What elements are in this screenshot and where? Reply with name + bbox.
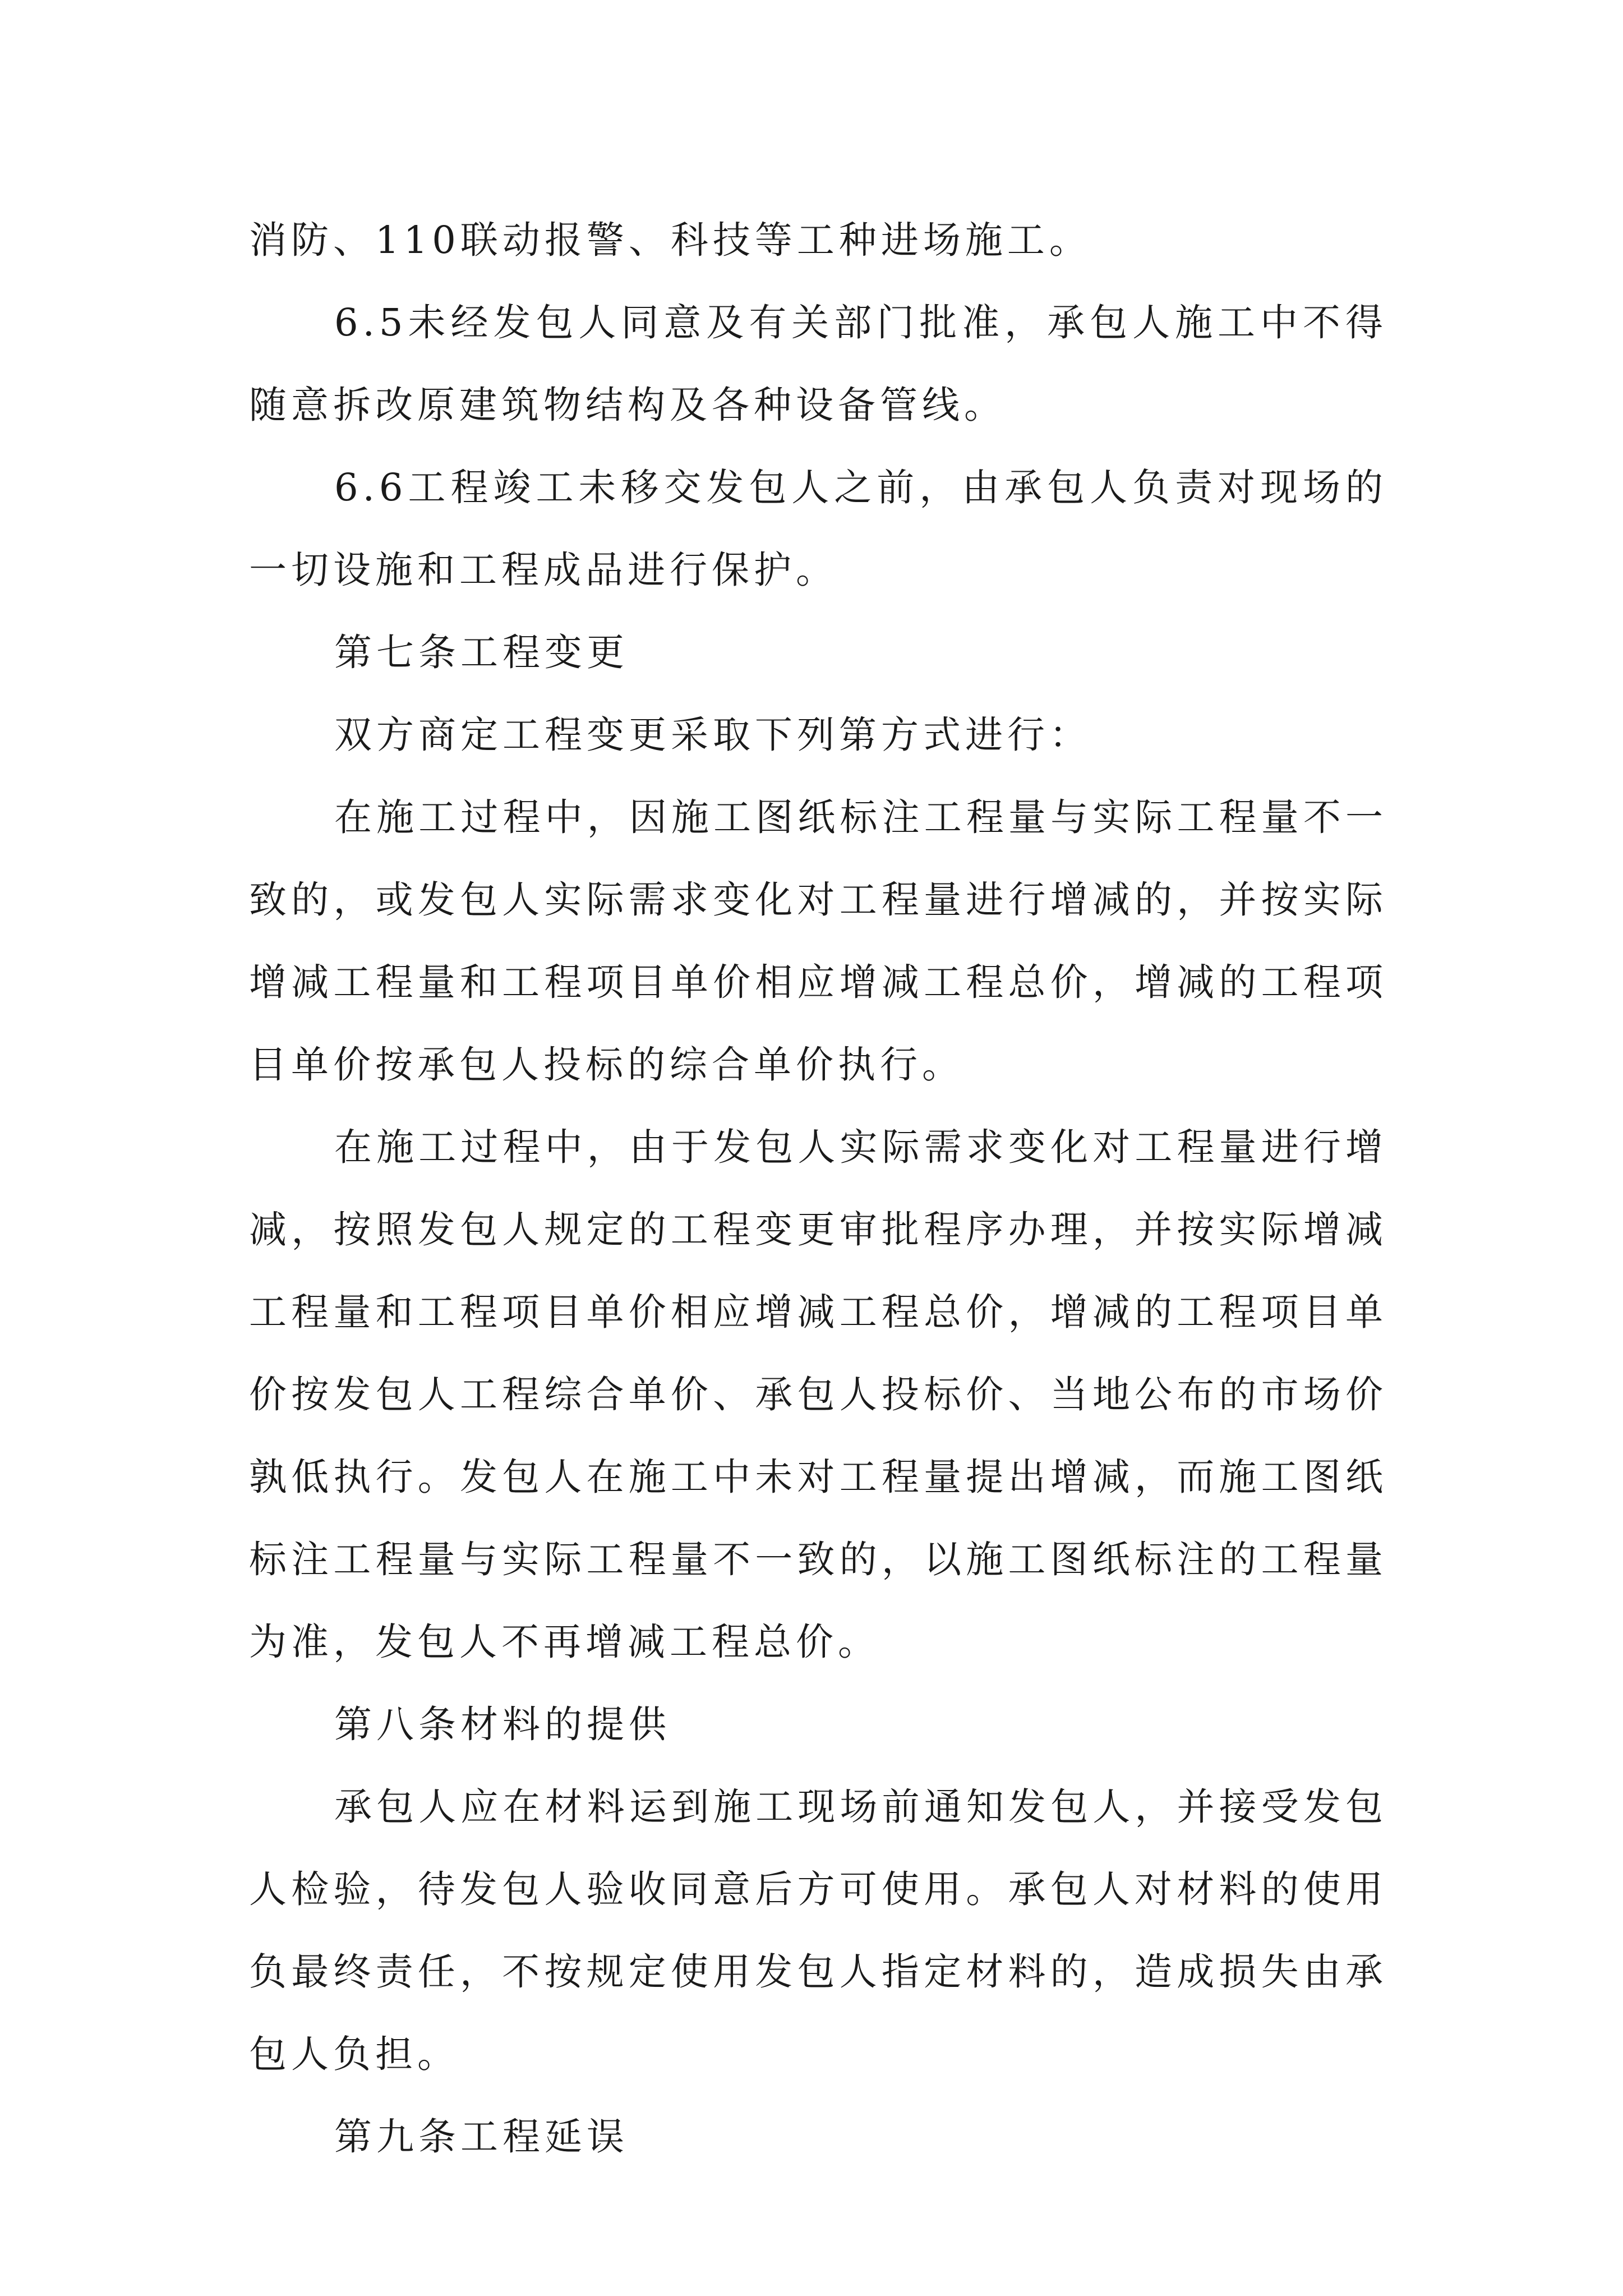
paragraph-change-case-1: 在施工过程中，因施工图纸标注工程量与实际工程量不一致的，或发包人实际需求变化对工程量进行增减的，并按实际增减工程量和工程项目单价相应增减工程总价，增减的工程项目单价按承包人投标的综合单价执行。 xyxy=(249,795,1387,1087)
section-heading-article-8: 第八条材料的提供 xyxy=(334,1703,671,1746)
paragraph-continuation: 消防、110联动报警、科技等工种进场施工。 xyxy=(249,218,1091,262)
section-heading-article-9: 第九条工程延误 xyxy=(334,2115,629,2159)
paragraph-clause-6-5: 6.5未经发包人同意及有关部门批准，承包人施工中不得随意拆改原建筑物结构及各种设备管线。 xyxy=(249,301,1387,427)
paragraph-clause-6-6: 6.6工程竣工未移交发包人之前，由承包人负责对现场的一切设施和工程成品进行保护。 xyxy=(249,466,1387,592)
section-heading-article-7: 第七条工程变更 xyxy=(334,631,629,674)
paragraph-change-case-2: 在施工过程中，由于发包人实际需求变化对工程量进行增减，按照发包人规定的工程变更审批程序办理，并按实际增减工程量和工程项目单价相应增减工程总价，增减的工程项目单价按发包人工程综合单价、承包人投标价、当地公布的市场价孰低执行。发包人在施工中未对工程量提出增减，而施工图纸标注工程量与实际工程量不一致的，以施工图纸标注的工程量为准，发包人不再增减工程总价。 xyxy=(249,1125,1387,1664)
paragraph-change-method: 双方商定工程变更采取下列第方式进行： xyxy=(334,713,1091,757)
paragraph-materials: 承包人应在材料运到施工现场前通知发包人，并接受发包人检验，待发包人验收同意后方可使用。承包人对材料的使用负最终责任，不按规定使用发包人指定材料的，造成损失由承包人负担。 xyxy=(249,1785,1387,2076)
document-body xyxy=(249,199,1387,2178)
